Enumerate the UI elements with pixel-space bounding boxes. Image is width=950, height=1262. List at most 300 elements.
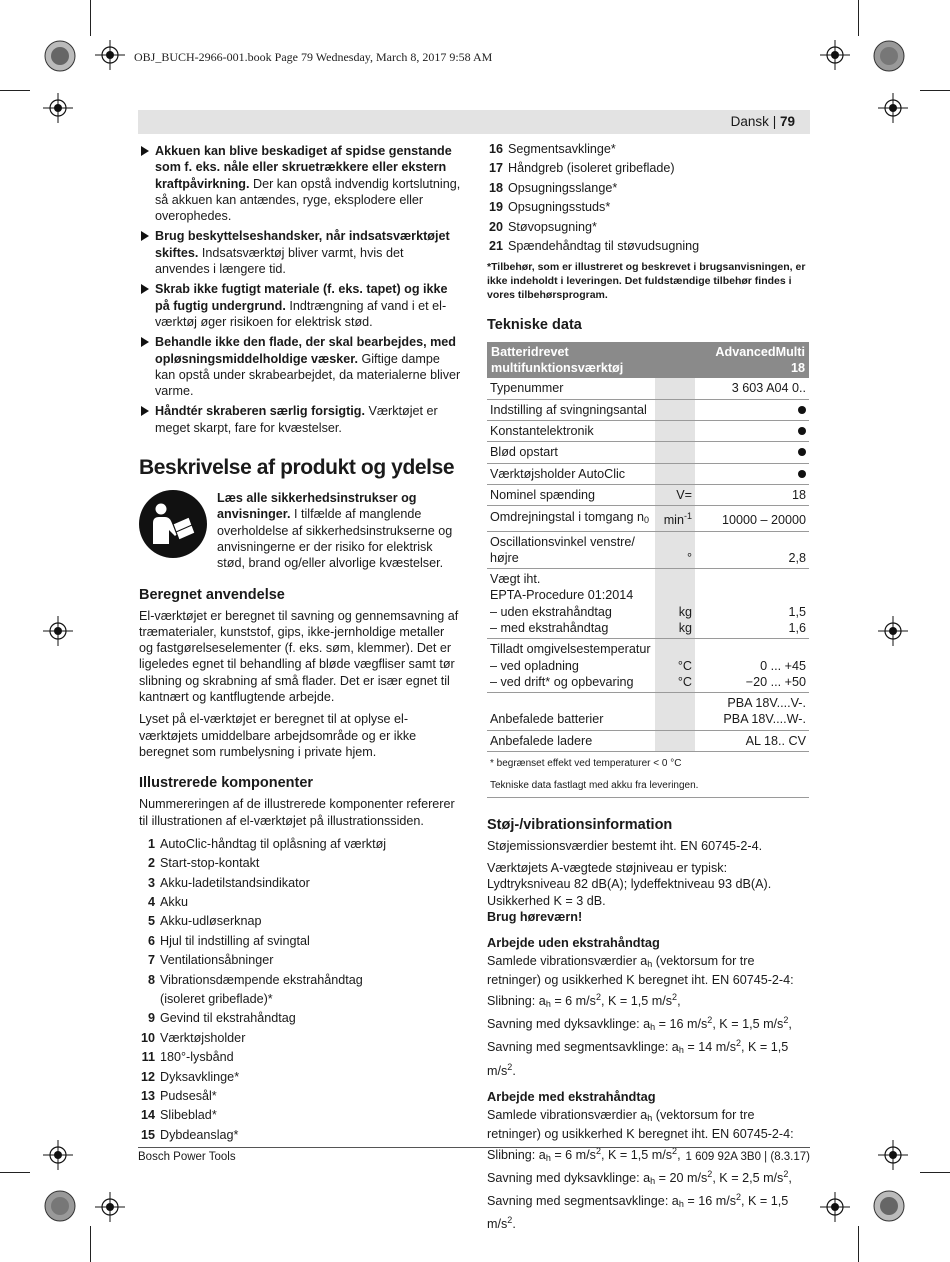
value-line: −20 ... +50 (745, 674, 806, 689)
bullet-text: Der kan opstå indvendig kortslutning, så akkuen kan antændes, ryge, eksplodere eller overophedes. (155, 176, 461, 224)
list-item (481, 198, 809, 217)
label-line: Tilladt omgivelsestemperatur (490, 642, 651, 657)
vib-label: Savning med segmentsavklinge: a (487, 1040, 679, 1055)
vib-value: = 16 m/s (655, 1017, 708, 1032)
vib-exp: 2 (707, 1168, 713, 1179)
row-label (487, 421, 655, 442)
row-label (487, 693, 655, 731)
item-text-wrap (508, 179, 617, 198)
feature-present-dot-icon (798, 406, 806, 414)
vib-exp: 2 (507, 1061, 513, 1072)
item-text: Akku (160, 895, 188, 910)
row-label (487, 569, 655, 639)
safety-bullet (139, 228, 461, 277)
item-number: 2 (147, 856, 155, 871)
unit-line: kg (678, 604, 692, 619)
bullet-bold: Håndtér skraberen særlig forsigtig. (155, 404, 365, 419)
row-unit (655, 639, 695, 693)
vib-sub: h (650, 1022, 656, 1033)
item-number: 10 (140, 1030, 155, 1045)
item-text-wrap (160, 1106, 217, 1125)
noise-title: Støj-/vibrationsinformation (487, 816, 673, 833)
item-text: Segmentsavklinge* (508, 142, 616, 156)
noise-levels: Værktøjets A-vægtede støjniveau er typisk: Lydtryksniveau 82 dB(A); lydeffektniveau 93 dB(A). Usikkerhed K = 3 dB. (487, 860, 772, 908)
item-text-wrap (160, 1029, 245, 1048)
row-unit (655, 693, 695, 731)
table-row (487, 506, 809, 531)
row-label (487, 506, 655, 531)
item-number: 11 (141, 1050, 155, 1065)
table-note-row (487, 752, 809, 775)
vib-exp: 2 (507, 1215, 513, 1226)
item-text: Opsugningsstuds* (508, 200, 611, 215)
label-line: Konstantelektronik (490, 424, 594, 439)
vib-value: = 14 m/s (683, 1040, 736, 1055)
item-number: 6 (147, 933, 155, 948)
registration-mark-bottom-left (95, 1192, 125, 1222)
bullet-arrow-icon (141, 284, 149, 294)
feature-present-dot-icon (798, 448, 806, 456)
registration-mark-left-mid-top (43, 93, 73, 123)
item-number: 1 (147, 836, 155, 851)
row-value (695, 463, 809, 484)
vib-exp: 2 (783, 1168, 789, 1179)
item-text: Pudsesål* (160, 1089, 217, 1104)
list-item (133, 874, 461, 893)
vib-intro-sub: h (647, 959, 653, 970)
item-text-wrap (160, 1048, 234, 1067)
table-row (487, 378, 809, 399)
row-unit (655, 399, 695, 420)
label-line: Typenummer (490, 381, 564, 396)
list-item (133, 835, 461, 854)
unit-text: ° (686, 550, 692, 565)
item-number: 17 (488, 161, 503, 176)
bullet-arrow-icon (141, 146, 149, 156)
item-text-wrap (160, 932, 310, 951)
vib-value: = 20 m/s (655, 1170, 708, 1185)
item-number: 19 (488, 200, 503, 215)
section-title: Beskrivelse af produkt og ydelse (139, 456, 455, 480)
table-row (487, 730, 809, 751)
list-item (133, 1087, 461, 1106)
item-text-wrap (508, 237, 699, 256)
item-text-cont: (isoleret gribeflade)* (160, 992, 273, 1007)
row-value (695, 639, 809, 693)
item-number: 5 (147, 914, 155, 929)
item-number: 15 (140, 1127, 155, 1142)
registration-mark-right-mid-top (878, 93, 908, 123)
item-text: Håndgreb (isoleret gribeflade) (508, 161, 675, 176)
footer-brand: Bosch Power Tools (138, 1151, 236, 1163)
header-language: Dansk (730, 114, 769, 129)
header-separator: | (772, 114, 777, 129)
warning-bold: Læs alle sikkerhedsinstrukser og anvisninger. (217, 491, 417, 522)
list-item (481, 179, 809, 198)
vib-uncertainty: , K = 1,5 m/s (601, 1147, 673, 1162)
row-label (487, 378, 655, 399)
item-text: Opsugningsslange* (508, 180, 618, 195)
item-number: 7 (147, 953, 155, 968)
feature-present-dot-icon (798, 470, 806, 478)
safety-bullet (139, 403, 461, 436)
item-text-wrap (508, 159, 675, 178)
registration-mark-right-center (878, 616, 908, 646)
footer-doc-number: 1 609 92A 3B0 | (8.3.17) (685, 1151, 810, 1163)
row-unit (655, 484, 695, 505)
components-list (133, 835, 461, 1146)
value-line: 1,5 (788, 604, 806, 619)
intended-use-text: El-værktøjet er beregnet til savning og gennemsavning af træmaterialer, kunststof, gips, ikke-jernholdige metaller og fastgørelseselementer (f. eks. søm, klemmer). Det er ligeledes egnet til behandling af bløde vægfliser samt tør slibning og skrabning af små flader. Det er især egnet til kantnært og kantflugtende arbejde. (139, 608, 459, 705)
item-text-wrap (508, 198, 610, 217)
vibration-line (487, 1189, 809, 1233)
list-item (133, 912, 461, 931)
item-number: 9 (147, 1011, 155, 1026)
vibration-line (487, 1166, 809, 1189)
vibration-intro (487, 1107, 809, 1143)
label-line: – ved drift* og opbevaring (490, 674, 634, 689)
row-unit (655, 442, 695, 463)
item-text: Slibeblad* (160, 1108, 217, 1123)
vib-exp: 2 (783, 1015, 789, 1026)
noise-standard: Støjemissionsværdier bestemt iht. EN 60745-2-4. (487, 838, 763, 853)
row-label (487, 531, 655, 569)
unit-text: V= (676, 487, 692, 502)
list-item (133, 1009, 461, 1028)
crop-line (920, 90, 950, 91)
left-column (139, 143, 461, 1145)
list-item (481, 159, 809, 178)
vib-label: Savning med dyksavklinge: a (487, 1170, 651, 1185)
item-text: Spændehåndtag til støvudsugning (508, 239, 700, 254)
bullet-text: Værktøjet er meget skarpt, fare for kvæstelser. (155, 404, 438, 435)
item-text-wrap (508, 140, 616, 159)
item-text: Gevind til ekstrahåndtag (160, 1011, 296, 1026)
item-text-wrap (160, 912, 262, 931)
value-text: 18 (791, 487, 806, 502)
item-text: AutoClic-håndtag til oplåsning af værktøj (160, 836, 387, 851)
with-handle-title: Arbejde med ekstrahåndtag (487, 1088, 656, 1104)
right-column (487, 140, 809, 1233)
vibration-line (487, 989, 809, 1012)
item-text: Vibrationsdæmpende ekstrahåndtag (160, 972, 363, 987)
crop-line (0, 1172, 30, 1173)
label-line: Indstilling af svingningsantal (490, 402, 647, 417)
label-line: Anbefalede ladere (490, 733, 593, 748)
item-text: Dyksavklinge* (160, 1069, 240, 1084)
label-line: Værktøjsholder AutoClic (490, 466, 626, 481)
list-item (133, 854, 461, 873)
row-value (695, 693, 809, 731)
table-row (487, 639, 809, 693)
table-row (487, 463, 809, 484)
vib-intro-b: (vektorsum for tre retninger) og usikkerhed K beregnet iht. EN 60745-2-4: (487, 1107, 794, 1142)
row-label (487, 484, 655, 505)
vib-exp: 2 (707, 1015, 713, 1026)
row-value (695, 506, 809, 531)
table-head-model: AdvancedMulti 18 (695, 342, 809, 378)
crop-line (858, 1226, 859, 1262)
item-number: 13 (140, 1089, 155, 1104)
label-line: Blød opstart (490, 445, 558, 460)
item-number: 21 (488, 239, 503, 254)
bullet-arrow-icon (141, 406, 149, 416)
feature-present-dot-icon (798, 427, 806, 435)
item-text-wrap (160, 951, 273, 970)
value-line: PBA 18V....V-. (727, 696, 806, 711)
star-target-top-left (44, 40, 76, 72)
crop-line (0, 90, 30, 91)
table-row (487, 569, 809, 639)
row-unit (655, 569, 695, 639)
label-line: – uden ekstrahåndtag (490, 604, 612, 619)
warning-block (139, 490, 461, 571)
item-number: 8 (147, 972, 155, 987)
label-line: Anbefalede batterier (490, 712, 604, 727)
item-text-wrap (160, 893, 188, 912)
item-text-wrap (508, 218, 597, 237)
item-text-wrap (160, 874, 310, 893)
vib-uncertainty: , K = 2,5 m/s (712, 1170, 784, 1185)
vib-label: Savning med segmentsavklinge: a (487, 1194, 679, 1209)
vib-intro-a: Samlede vibrationsværdier a (487, 1107, 648, 1122)
vibration-line (487, 1035, 809, 1079)
bullet-arrow-icon (141, 337, 149, 347)
row-label (487, 463, 655, 484)
warning-text (217, 490, 461, 571)
vib-value: = 6 m/s (550, 993, 596, 1008)
vib-end: , (788, 1017, 792, 1032)
vibration-line (487, 1012, 809, 1035)
value-text: 3 603 A04 0.. (731, 381, 806, 396)
bullet-text: Indtrængning af vand i et el-værktøj øger risikoen for elektrisk stød. (155, 298, 447, 329)
label-line: EPTA-Procedure 01:2014 (490, 588, 634, 603)
star-target-bottom-left (44, 1190, 76, 1222)
label-line: Vægt iht. (490, 572, 541, 587)
vib-exp: 2 (595, 991, 601, 1002)
list-item (133, 951, 461, 970)
vib-value: = 6 m/s (550, 1147, 596, 1162)
label-line: Omdrejningstal i tomgang n (490, 510, 645, 525)
list-item (133, 1029, 461, 1048)
value-text: 10000 – 20000 (721, 513, 806, 528)
vib-sub: h (650, 1175, 656, 1186)
crop-line (90, 1226, 91, 1262)
item-number: 3 (147, 875, 155, 890)
safety-bullets (139, 143, 461, 436)
item-text: Dybdeanslag* (160, 1127, 239, 1142)
unit-line: °C (677, 674, 692, 689)
vib-uncertainty: , K = 1,5 m/s (601, 993, 673, 1008)
item-number: 14 (140, 1108, 155, 1123)
item-number: 20 (488, 219, 503, 234)
registration-mark-left-bottom (43, 1140, 73, 1170)
table-note-row (487, 774, 809, 797)
list-item (133, 1126, 461, 1145)
item-text-wrap (160, 1126, 238, 1145)
vib-sub: h (678, 1199, 684, 1210)
vib-uncertainty: , K = 1,5 m/s (487, 1194, 789, 1232)
list-item (133, 1068, 461, 1087)
vib-sub: h (678, 1045, 684, 1056)
table-row (487, 484, 809, 505)
table-row (487, 421, 809, 442)
value-line: 0 ... +45 (760, 658, 806, 673)
registration-mark-bottom-right (820, 1192, 850, 1222)
list-item (133, 932, 461, 951)
value-line: 1,6 (788, 621, 806, 635)
item-text-wrap (160, 1068, 239, 1087)
crop-line (920, 1172, 950, 1173)
vib-uncertainty: , K = 1,5 m/s (712, 1017, 784, 1032)
vib-exp: 2 (672, 1145, 678, 1156)
unit-text: min (663, 513, 684, 528)
item-text-wrap (160, 854, 259, 873)
vib-value: = 16 m/s (683, 1194, 736, 1209)
row-value (695, 378, 809, 399)
safety-bullet (139, 281, 461, 330)
registration-mark-left-center (43, 616, 73, 646)
tech-data-table (487, 342, 809, 797)
vib-intro-sub: h (647, 1112, 653, 1123)
table-row (487, 399, 809, 420)
vib-exp: 2 (736, 1192, 742, 1203)
list-item (133, 971, 461, 1010)
row-value (695, 531, 809, 569)
row-label (487, 442, 655, 463)
bullet-text: Indsatsværktøj bliver varmt, hvis det anvendes i længere tid. (155, 245, 404, 277)
without-handle-title: Arbejde uden ekstrahåndtag (487, 935, 660, 951)
value-line: PBA 18V....W-. (723, 712, 806, 727)
item-text: Start-stop-kontakt (160, 856, 260, 871)
row-value (695, 569, 809, 639)
vibration-intro (487, 953, 809, 989)
list-item (133, 1106, 461, 1125)
item-text: 180°-lysbånd (160, 1050, 234, 1065)
table-note-battery: Tekniske data fastlagt med akku fra leveringen. (487, 774, 809, 797)
bullet-text: Giftige dampe kan opstå under skrabearbejdet, da materialerne bliver varme. (155, 351, 461, 399)
list-item (481, 218, 809, 237)
registration-mark-top-right (820, 40, 850, 70)
safety-bullet (139, 334, 461, 399)
item-text: Akku-udløserknap (160, 914, 262, 929)
label-line: – med ekstrahåndtag (490, 621, 609, 635)
table-row (487, 531, 809, 569)
item-text-wrap (160, 1087, 217, 1106)
star-target-bottom-right (873, 1190, 905, 1222)
item-text-wrap (160, 835, 386, 854)
row-unit (655, 463, 695, 484)
hearing-protection-note: Brug høreværn! (487, 909, 583, 924)
label-line: – ved opladning (490, 658, 579, 673)
list-item (481, 237, 809, 256)
vib-label: Slibning: a (487, 1147, 546, 1162)
label-subscript: 0 (644, 515, 650, 526)
star-target-top-right (873, 40, 905, 72)
warning-body: I tilfælde af manglende overholdelse af sikkerhedsinstrukserne og anvisningerne er der risiko for elektrisk stød, brand og/eller alvorlige kvæstelser. (217, 507, 453, 571)
vib-end: , (677, 1147, 681, 1162)
vib-intro-b: (vektorsum for tre retninger) og usikkerhed K beregnet iht. EN 60745-2-4: (487, 954, 794, 988)
row-value (695, 484, 809, 505)
label-line: Nominel spænding (490, 487, 596, 502)
table-head-product: Batteridrevet multifunktionsværktøj (487, 342, 695, 378)
row-unit (655, 378, 695, 399)
item-text: Akku-ladetilstandsindikator (160, 875, 310, 890)
registration-mark-right-bottom (878, 1140, 908, 1170)
vib-intro-a: Samlede vibrationsværdier a (487, 954, 648, 969)
row-unit (655, 421, 695, 442)
row-value (695, 730, 809, 751)
unit-superscript: -1 (683, 511, 692, 522)
bullet-arrow-icon (141, 231, 149, 241)
item-text: Støvopsugning* (508, 219, 597, 234)
item-number: 18 (488, 180, 503, 195)
read-manual-icon (139, 490, 207, 558)
row-value (695, 421, 809, 442)
crop-line (90, 0, 91, 36)
vib-exp: 2 (736, 1038, 742, 1049)
page-number: 79 (779, 114, 795, 129)
registration-mark-top-left (95, 40, 125, 70)
value-text: AL 18.. CV (745, 733, 806, 748)
item-text: Ventilationsåbninger (160, 953, 274, 968)
table-note-temperature: * begrænset effekt ved temperaturer < 0 °C (490, 758, 682, 770)
bullet-bold: Akkuen kan blive beskadiget af spidse genstande som f. eks. nåle eller skruetrækkere eller ekstern kraftpåvirkning. (155, 144, 452, 191)
page-header (731, 114, 795, 129)
light-use-text: Lyset på el-værktøjet er beregnet til at oplyse el-værktøjets umiddelbare arbejdsområde og er ikke beregnet som rumbelysning i private hjem. (139, 712, 417, 759)
bullet-bold: Behandle ikke den flade, der skal bearbejdes, med opløsningsmiddelholdige væsker. (155, 335, 456, 366)
item-number: 12 (140, 1069, 155, 1084)
vib-end: . (512, 1217, 516, 1232)
row-unit (655, 531, 695, 569)
vib-end: , (788, 1170, 792, 1185)
intended-use-title: Beregnet anvendelse (139, 586, 285, 603)
vib-label: Slibning: a (487, 993, 546, 1008)
page-header-bar (138, 110, 810, 134)
row-unit (655, 730, 695, 751)
safety-bullet (139, 143, 461, 224)
vib-label: Savning med dyksavklinge: a (487, 1017, 651, 1032)
components-list-continued (481, 140, 809, 256)
unit-line: kg (678, 621, 692, 635)
components-title: Illustrerede komponenter (139, 775, 314, 792)
vib-sub: h (545, 998, 551, 1009)
list-item (133, 893, 461, 912)
vib-end: , (677, 993, 681, 1008)
unit-line: °C (677, 658, 692, 673)
vib-exp: 2 (595, 1145, 601, 1156)
list-item (133, 1048, 461, 1067)
item-text-wrap (160, 971, 363, 1010)
row-label (487, 399, 655, 420)
item-number: 16 (488, 142, 503, 156)
crop-line (858, 0, 859, 36)
vib-exp: 2 (672, 991, 678, 1002)
tech-data-title: Tekniske data (487, 317, 582, 334)
item-text: Værktøjsholder (160, 1030, 246, 1045)
item-text: Hjul til indstilling af svingtal (160, 933, 310, 948)
row-value (695, 442, 809, 463)
label-line: Oscillationsvinkel venstre/ (490, 534, 635, 549)
vib-end: . (512, 1063, 516, 1078)
components-intro: Nummereringen af de illustrerede komponenter refererer til illustrationen af el-værktøjet på illustrationssiden. (139, 797, 455, 828)
label-line: højre (490, 550, 519, 565)
value-text: 2,8 (788, 550, 806, 565)
accessory-note: *Tilbehør, som er illustreret og beskrevet i brugsanvisningen, er ikke indeholdt i leveringen. Det fuldstændige tilbehør findes i vores tilbehørsprogram. (487, 261, 806, 302)
table-row (487, 442, 809, 463)
print-slug: OBJ_BUCH-2966-001.book Page 79 Wednesday, March 8, 2017 9:58 AM (134, 50, 493, 64)
list-item (481, 140, 809, 159)
